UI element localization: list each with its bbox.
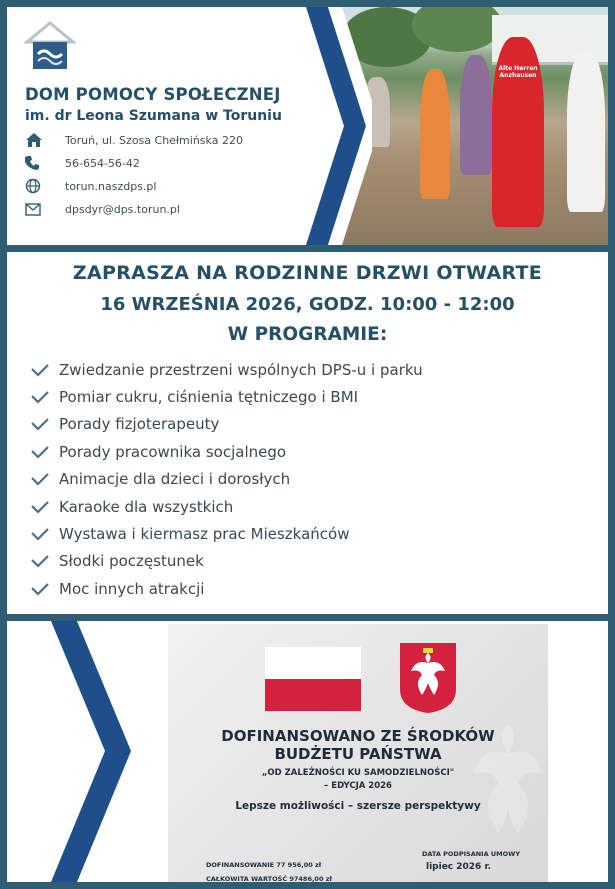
shirt-print-text: Alte Herren Anzhausen: [498, 65, 538, 79]
programme-list: [29, 356, 589, 603]
checkmark-icon: [29, 444, 51, 460]
checkmark-icon: [29, 581, 51, 597]
funding-edition: – EDYCJA 2026: [324, 781, 392, 791]
home-icon: [25, 131, 47, 149]
total-value: CAŁKOWITA WARTOŚĆ 97486,00 zł: [206, 875, 332, 882]
funding-title-line1: DOFINANSOWANO ZE ŚRODKÓW: [221, 727, 495, 745]
programme-item: Porady fizjoterapeuty: [29, 411, 589, 438]
funding-section: [7, 621, 608, 882]
checkmark-icon: [29, 362, 51, 378]
footer-chevron-decoration: [37, 621, 157, 882]
polish-flag-icon: [265, 647, 361, 711]
header-chevron-decoration: [292, 7, 372, 245]
contact-email: dpsdyr@dps.torun.pl: [25, 200, 180, 218]
checkmark-icon: [29, 526, 51, 542]
divider-band: [7, 614, 608, 621]
programme-item: Zwiedzanie przestrzeni wspólnych DPS-u i parku: [29, 356, 589, 383]
envelope-icon: [25, 200, 47, 218]
programme-item: Porady pracownika socjalnego: [29, 438, 589, 465]
header-section: [7, 7, 608, 245]
globe-icon: [25, 177, 47, 195]
org-name: DOM POMOCY SPOŁECZNEJ: [25, 85, 281, 104]
checkmark-icon: [29, 416, 51, 432]
invitation-section: [7, 252, 608, 614]
programme-item: Karaoke dla wszystkich: [29, 493, 589, 520]
polish-emblem-icon: [398, 641, 458, 715]
funding-slogan: Lepsze możliwości – szersze perspektywy: [235, 800, 481, 812]
programme-heading: W PROGRAMIE:: [227, 324, 388, 345]
funding-title-line2: BUDŻETU PAŃSTWA: [274, 745, 442, 763]
checkmark-icon: [29, 389, 51, 405]
phone-icon: [25, 154, 47, 172]
divider-band: [7, 245, 608, 252]
contact-website: torun.naszdps.pl: [25, 177, 156, 195]
contact-address: Toruń, ul. Szosa Chełmińska 220: [25, 131, 243, 149]
funding-programme-name: „OD ZALEŻNOŚCI KU SAMODZIELNOŚCI": [261, 768, 455, 778]
invitation-headline: ZAPRASZA NA RODZINNE DRZWI OTWARTE: [72, 262, 543, 284]
dps-logo-icon: [24, 20, 76, 72]
funding-plaque: [168, 624, 548, 882]
event-date: 16 WRZEŚNIA 2026, GODZ. 10:00 - 12:00: [100, 294, 515, 315]
programme-item: Pomiar cukru, ciśnienia tętniczego i BMI: [29, 383, 589, 410]
signing-date-label: DATA PODPISANIA UMOWY: [422, 850, 521, 858]
programme-item: Animacje dla dzieci i dorosłych: [29, 466, 589, 493]
programme-item: Moc innych atrakcji: [29, 575, 589, 602]
checkmark-icon: [29, 499, 51, 515]
checkmark-icon: [29, 553, 51, 569]
cofinancing-amount: DOFINANSOWANIE 77 956,00 zł: [206, 861, 322, 869]
signing-date: lipiec 2026 r.: [426, 862, 492, 872]
contact-phone: 56-654-56-42: [25, 154, 140, 172]
org-subtitle: im. dr Leona Szumana w Toruniu: [25, 108, 282, 124]
checkmark-icon: [29, 471, 51, 487]
programme-item: Wystawa i kiermasz prac Mieszkańców: [29, 520, 589, 547]
programme-item: Słodki poczęstunek: [29, 548, 589, 575]
event-photo: [342, 7, 608, 245]
